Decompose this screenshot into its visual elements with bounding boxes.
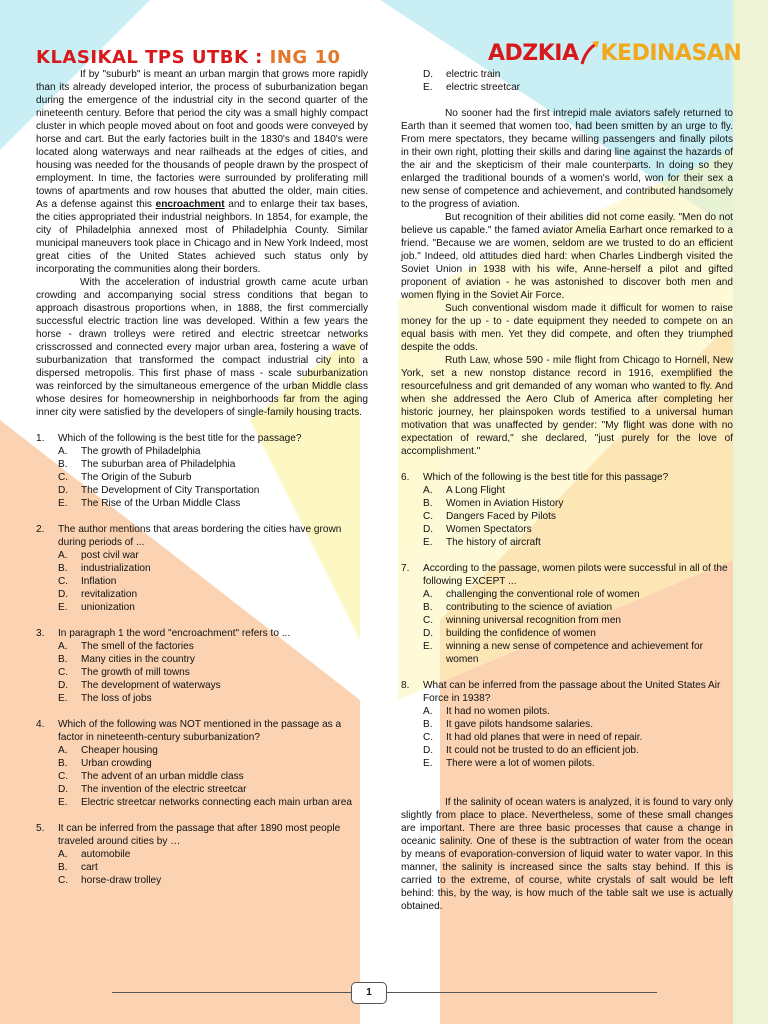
question-text: It can be inferred from the passage that after 1890 most people traveled around cities by … — [58, 823, 341, 847]
question-number: 8. — [401, 680, 410, 691]
question-text: Which of the following is the best title for this passage? — [423, 472, 669, 483]
footer-rule-right — [385, 992, 657, 993]
answer-option[interactable] — [36, 861, 368, 874]
option-text: winning universal recognition from men — [446, 615, 622, 626]
question-text: Which of the following is the best title for the passage? — [58, 433, 302, 444]
answer-option[interactable] — [401, 640, 733, 666]
logo-text-adzkia: ADZKIA — [488, 40, 579, 66]
option-letter: C. — [58, 667, 69, 678]
option-text: winning a new sense of competence and achievement for women — [446, 641, 703, 665]
answer-options — [36, 640, 368, 705]
option-letter: D. — [423, 69, 434, 80]
option-letter: C. — [58, 875, 69, 886]
passage-suburbanization — [36, 68, 368, 419]
question-stem — [401, 562, 733, 588]
option-text: The history of aircraft — [446, 537, 541, 548]
option-letter: C. — [423, 511, 434, 522]
option-letter: E. — [58, 498, 68, 509]
option-letter: A. — [58, 849, 68, 860]
option-text: challenging the conventional role of women — [446, 589, 640, 600]
option-letter: D. — [423, 745, 434, 756]
answer-option[interactable] — [36, 692, 368, 705]
option-text: horse-draw trolley — [81, 875, 162, 886]
option-text: The development of waterways — [81, 680, 221, 691]
answer-option[interactable] — [36, 770, 368, 783]
question-stem — [36, 822, 368, 848]
keyword-encroachment: encroachment — [155, 199, 225, 210]
answer-options — [401, 705, 733, 770]
option-text: The growth of mill towns — [81, 667, 190, 678]
answer-options — [36, 445, 368, 510]
answer-option[interactable] — [36, 458, 368, 471]
answer-options — [36, 848, 368, 887]
arrow-swoosh-icon — [580, 40, 600, 66]
passage-paragraph: Such conventional wisdom made it difficult for women to raise money for the up - to - date equipment they needed to compete on an equal basis with men. Yet they did compete, and often they triumphed despite the odds. — [401, 303, 733, 353]
option-text: A Long Flight — [446, 485, 505, 496]
option-text: The Origin of the Suburb — [81, 472, 192, 483]
question-stem — [36, 718, 368, 744]
option-text: It could not be trusted to do an efficient job. — [446, 745, 639, 756]
option-letter: E. — [423, 82, 433, 93]
answer-option[interactable] — [401, 497, 733, 510]
option-letter: D. — [58, 680, 69, 691]
option-text: electric train — [446, 69, 501, 80]
option-letter: E. — [423, 758, 433, 769]
option-letter: E. — [58, 693, 68, 704]
passage-paragraph: With the acceleration of industrial growth came acute urban crowding and accompanying social stress conditions that began to approach disastrous proportions when, in 1888, the first commercially successful electric traction line was developed. Within a few years the horse - drawn trolleys were retired and electric streetcar networks crisscrossed and connected every major urban area, fostering a wave of suburbanization that transformed the compact industrial city into a dispersed metropolis. This first phase of mass - scale suburbanization was reinforced by the simultaneous emergence of the urban Middle class whose desires for homeownership in neighborhoods far from the aging inner city were satisfied by the developers of single-family housing tracts. — [36, 277, 368, 418]
option-letter: B. — [58, 758, 68, 769]
answer-option[interactable] — [36, 575, 368, 588]
option-letter: E. — [58, 602, 68, 613]
option-letter: D. — [58, 485, 69, 496]
answer-option[interactable] — [401, 718, 733, 731]
question-number: 7. — [401, 563, 410, 574]
answer-option[interactable] — [401, 81, 733, 94]
question-5-continued-options — [401, 68, 733, 94]
option-letter: D. — [423, 524, 434, 535]
passage-paragraph: But recognition of their abilities did not come easily. "Men do not believe us capable." the famed aviator Amelia Earhart once remarked to a friend. "Because we are women, seldom are we trusted to do an efficient job." Indeed, old attitudes died hard: when Charles Lindbergh visited the Soviet Union in 1938 with his wife, Anne-herself a pilot and gifted proponent of aviation - he was astonished to discover both men and women flying in the Soviet Air Force. — [401, 212, 733, 301]
option-letter: B. — [423, 602, 433, 613]
option-letter: C. — [423, 732, 434, 743]
option-text: unionization — [81, 602, 135, 613]
answer-option[interactable] — [401, 614, 733, 627]
answer-option[interactable] — [36, 757, 368, 770]
footer-rule-left — [112, 992, 352, 993]
option-letter: C. — [58, 771, 69, 782]
question-item — [36, 523, 368, 614]
option-text: It gave pilots handsome salaries. — [446, 719, 594, 730]
option-text: industrialization — [81, 563, 151, 574]
answer-option[interactable] — [36, 848, 368, 861]
answer-option[interactable] — [36, 640, 368, 653]
passage-paragraph: Ruth Law, whose 590 - mile flight from Chicago to Hornell, New York, set a new nonstop distance record in 1916, exemplified the resourcefulness and grit demanded of any woman who wanted to fly. And when she addressed the Aero Club of America after completing her historic journey, her plainspoken words testified to a universal human motivation that was unaffected by gender: "My flight was done with no expectation of reward," she declared, "just purely for the love of accomplishment." — [401, 355, 733, 457]
answer-option[interactable] — [36, 445, 368, 458]
answer-option[interactable] — [36, 679, 368, 692]
option-letter: A. — [423, 485, 433, 496]
question-number: 6. — [401, 472, 410, 483]
option-letter: B. — [423, 719, 433, 730]
question-item — [36, 432, 368, 510]
option-text: Cheaper housing — [81, 745, 158, 756]
option-text: There were a lot of women pilots. — [446, 758, 595, 769]
option-text: Electric streetcar networks connecting each main urban area — [81, 797, 352, 808]
option-letter: A. — [58, 550, 68, 561]
question-number: 4. — [36, 719, 45, 730]
question-number: 5. — [36, 823, 45, 834]
answer-option[interactable] — [36, 796, 368, 809]
question-stem — [401, 471, 733, 484]
option-text: It had no women pilots. — [446, 706, 550, 717]
option-letter: E. — [423, 537, 433, 548]
answer-option[interactable] — [401, 705, 733, 718]
option-letter: A. — [423, 706, 433, 717]
option-letter: B. — [58, 654, 68, 665]
option-letter: C. — [58, 576, 69, 587]
option-letter: B. — [58, 862, 68, 873]
brand-logo — [488, 40, 741, 66]
option-letter: B. — [58, 563, 68, 574]
question-list — [36, 432, 368, 887]
answer-options — [401, 588, 733, 666]
question-number: 3. — [36, 628, 45, 639]
option-text: electric streetcar — [446, 82, 521, 93]
option-text: The Rise of the Urban Middle Class — [81, 498, 241, 509]
question-stem — [401, 679, 733, 705]
passage-paragraph: If by "suburb" is meant an urban margin that grows more rapidly than its already developed interior, the process of suburbanization began during the emergence of the industrial city in the second quarter of the nineteenth century. Before that period the city was a small highly compact cluster in which people moved about on foot and goods were conveyed by horse and cart. But the early factories built in the 1830's and 1840's were located along waterways and near railheads at the edges of cities, and housing was needed for the thousands of people drawn by the prospect of employment. In time, the factories were surrounded by proliferating mill towns of apartments and row houses that abutted the older, main cities. As a defense against this encroachment and to enlarge their tax bases, the cities appropriated their industrial neighbors. In 1854, for example, the city of Philadelphia annexed most of Philadelphia County. Similar municipal maneuvers took place in Chicago and in New York Indeed, most great cities of the United States achieved such status only by incorporating the communities along their borders. — [36, 69, 368, 275]
question-stem — [36, 627, 368, 640]
option-letter: A. — [423, 589, 433, 600]
option-text: cart — [81, 862, 98, 873]
answer-options — [401, 484, 733, 549]
answer-option[interactable] — [401, 731, 733, 744]
question-text: What can be inferred from the passage about the United States Air Force in 1938? — [423, 680, 721, 704]
answer-options — [36, 549, 368, 614]
answer-option[interactable] — [36, 874, 368, 887]
option-letter: A. — [58, 641, 68, 652]
question-text: The author mentions that areas bordering the cities have grown during periods of ... — [58, 524, 342, 548]
answer-option[interactable] — [401, 601, 733, 614]
option-text: The invention of the electric streetcar — [81, 784, 247, 795]
page-number: 1 — [351, 982, 387, 1004]
answer-option[interactable] — [401, 523, 733, 536]
question-text: According to the passage, women pilots were successful in all of the following EXCEPT ... — [423, 563, 728, 587]
option-text: The loss of jobs — [81, 693, 152, 704]
answer-option[interactable] — [401, 627, 733, 640]
option-text: The Development of City Transportation — [81, 485, 260, 496]
option-text: The advent of an urban middle class — [81, 771, 244, 782]
option-text: Many cities in the country — [81, 654, 195, 665]
logo-text-kedinasan: KEDINASAN — [600, 40, 742, 66]
passage-women-aviation — [401, 107, 733, 458]
option-letter: E. — [58, 797, 68, 808]
answer-option[interactable] — [36, 783, 368, 796]
right-column — [401, 68, 733, 913]
answer-option[interactable] — [36, 549, 368, 562]
question-item — [401, 471, 733, 549]
option-text: revitalization — [81, 589, 138, 600]
question-text: Which of the following was NOT mentioned in the passage as a factor in nineteenth-century suburbanization? — [58, 719, 342, 743]
answer-option[interactable] — [36, 484, 368, 497]
answer-option[interactable] — [36, 653, 368, 666]
option-text: Urban crowding — [81, 758, 152, 769]
answer-option[interactable] — [36, 744, 368, 757]
passage-paragraph: If the salinity of ocean waters is analyzed, it is found to vary only slightly from place to place. Nevertheless, some of these small changes are important. There are three basic processes that cause a change in oceanic salinity. One of these is the subtraction of water from the ocean by means of evaporation-conversion of liquid water to water vapor. In this manner, the salinity is increased since the salts stay behind. If this is carried to the extreme, of course, white crystals of salt would be left behind: this, by the way, is how much of the table salt we use is actually obtained. — [401, 797, 733, 912]
answer-option[interactable] — [36, 471, 368, 484]
answer-option[interactable] — [36, 666, 368, 679]
question-item — [36, 718, 368, 809]
question-text: In paragraph 1 the word "encroachment" refers to ... — [58, 628, 291, 639]
option-letter: E. — [423, 641, 433, 652]
option-text: post civil war — [81, 550, 139, 561]
option-text: The growth of Philadelphia — [81, 446, 201, 457]
passage-paragraph: No sooner had the first intrepid male aviators safely returned to Earth than it seemed that women too, had been smitten by an urge to fly. From mere spectators, they became willing passengers and finally pilots in their own right, plotting their skills and daring line against the hazards of the air and the skepticism of their male counterparts. In doing so they enlarged the traditional bounds of a women's world, won for their sex a new sense of competence and achievement, and contributed handsomely to the progress of aviation. — [401, 108, 733, 210]
question-number: 1. — [36, 433, 45, 444]
question-item — [401, 679, 733, 770]
question-number: 2. — [36, 524, 45, 535]
option-letter: C. — [423, 615, 434, 626]
answer-option[interactable] — [401, 536, 733, 549]
option-text: Dangers Faced by Pilots — [446, 511, 556, 522]
answer-option[interactable] — [36, 497, 368, 510]
question-list — [401, 471, 733, 770]
question-item — [36, 822, 368, 887]
answer-options — [36, 744, 368, 809]
option-letter: A. — [58, 745, 68, 756]
answer-option[interactable] — [401, 744, 733, 757]
option-text: Women Spectators — [446, 524, 532, 535]
question-stem — [36, 432, 368, 445]
passage-ocean-salinity — [401, 796, 733, 913]
option-text: building the confidence of women — [446, 628, 596, 639]
option-letter: D. — [58, 784, 69, 795]
title-main: KLASIKAL TPS UTBK : — [36, 47, 263, 68]
title-sub: ING 10 — [269, 47, 341, 68]
question-stem — [36, 523, 368, 549]
option-text: Women in Aviation History — [446, 498, 564, 509]
header-title — [36, 47, 341, 68]
question-item — [36, 627, 368, 705]
option-letter: B. — [423, 498, 433, 509]
answer-option[interactable] — [401, 757, 733, 770]
option-text: contributing to the science of aviation — [446, 602, 613, 613]
option-letter: C. — [58, 472, 69, 483]
answer-option[interactable] — [401, 510, 733, 523]
option-text: Inflation — [81, 576, 117, 587]
answer-option[interactable] — [36, 562, 368, 575]
option-letter: A. — [58, 446, 68, 457]
answer-option[interactable] — [401, 484, 733, 497]
option-text: The smell of the factories — [81, 641, 194, 652]
answer-option[interactable] — [36, 601, 368, 614]
option-letter: D. — [58, 589, 69, 600]
option-letter: D. — [423, 628, 434, 639]
option-text: The suburban area of Philadelphia — [81, 459, 236, 470]
option-text: It had old planes that were in need of repair. — [446, 732, 643, 743]
question-item — [401, 562, 733, 666]
answer-option[interactable] — [401, 588, 733, 601]
answer-option[interactable] — [36, 588, 368, 601]
option-letter: B. — [58, 459, 68, 470]
option-text: automobile — [81, 849, 131, 860]
answer-option[interactable] — [401, 68, 733, 81]
left-column — [36, 68, 368, 887]
